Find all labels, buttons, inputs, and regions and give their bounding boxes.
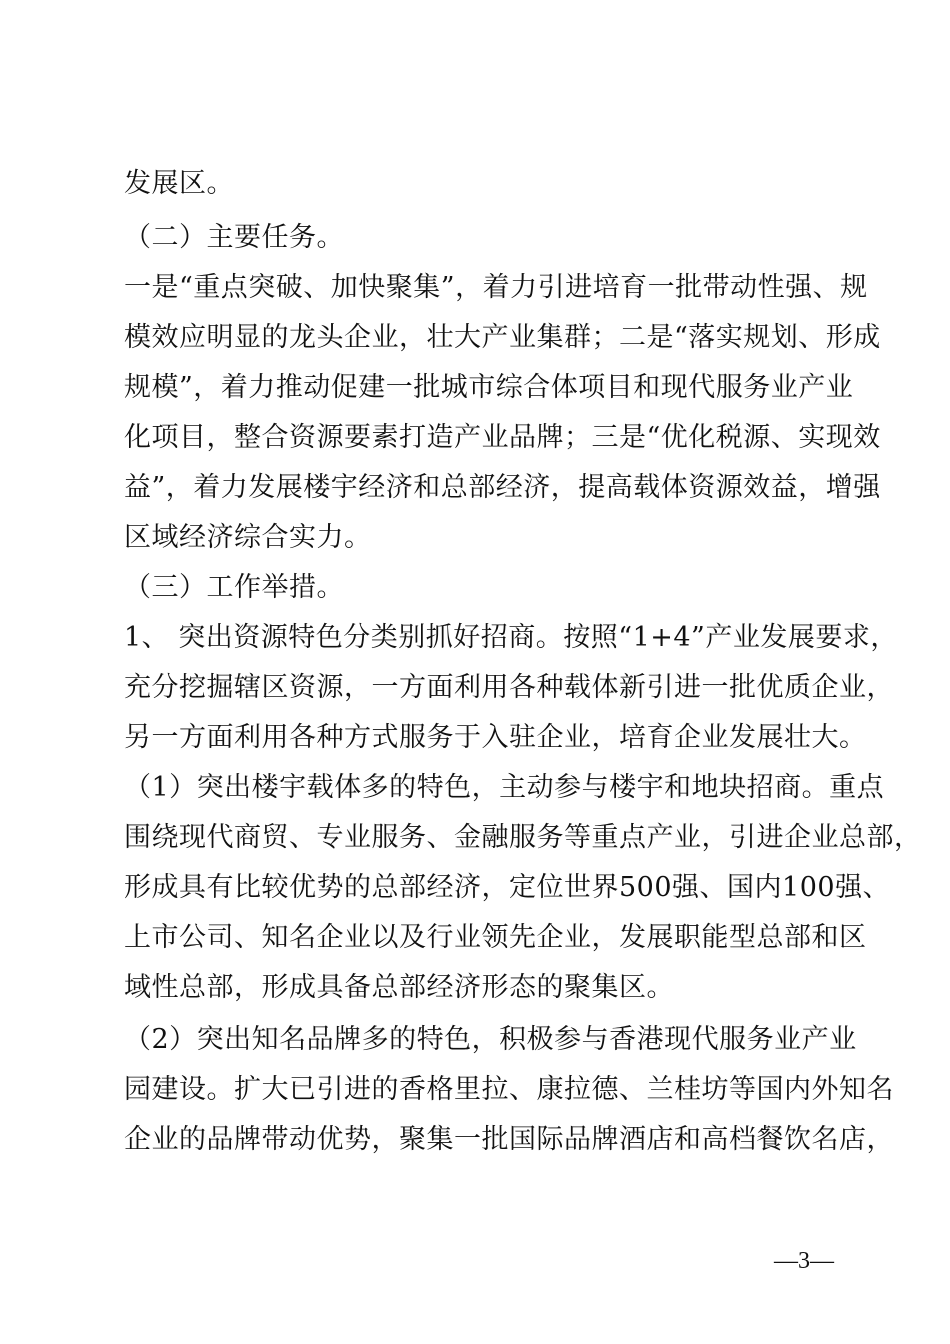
text-line-13: （1）突出楼宇载体多的特色，主动参与楼宇和地块招商。重点 <box>124 772 885 803</box>
text-line-17: 域性总部，形成具备总部经济形态的聚集区。 <box>124 972 674 1003</box>
text-line-10: 1、 突出资源特色分类别抓好招商。按照“1+4”产业发展要求， <box>124 622 898 653</box>
text-line-8: 区域经济综合实力。 <box>124 522 372 553</box>
text-line-19: 园建设。扩大已引进的香格里拉、康拉德、兰桂坊等国内外知名 <box>124 1074 894 1105</box>
text-line-15: 形成具有比较优势的总部经济，定位世界500强、国内100强、 <box>124 872 891 903</box>
text-line-16: 上市公司、知名企业以及行业领先企业，发展职能型总部和区 <box>124 922 867 953</box>
page-number: —3— <box>774 1248 834 1274</box>
section-heading-main-tasks: （二）主要任务。 <box>124 222 344 253</box>
text-line-20: 企业的品牌带动优势，聚集一批国际品牌酒店和高档餐饮名店， <box>124 1124 894 1155</box>
text-line-7: 益”，着力发展楼宇经济和总部经济，提高载体资源效益，增强 <box>124 472 881 503</box>
text-line-11: 充分挖掘辖区资源，一方面利用各种载体新引进一批优质企业， <box>124 672 894 703</box>
text-line-1: 发展区。 <box>124 168 234 199</box>
text-line-5: 规模”，着力推动促建一批城市综合体项目和现代服务业产业 <box>124 372 854 403</box>
section-heading-work-measures: （三）工作举措。 <box>124 572 344 603</box>
text-line-3: 一是“重点突破、加快聚集”，着力引进培育一批带动性强、规 <box>124 272 868 303</box>
text-line-12: 另一方面利用各种方式服务于入驻企业，培育企业发展壮大。 <box>124 722 867 753</box>
text-line-18: （2）突出知名品牌多的特色，积极参与香港现代服务业产业 <box>124 1024 857 1055</box>
text-line-6: 化项目，整合资源要素打造产业品牌；三是“优化税源、实现效 <box>124 422 881 453</box>
text-line-4: 模效应明显的龙头企业，壮大产业集群；二是“落实规划、形成 <box>124 322 881 353</box>
text-line-14: 围绕现代商贸、专业服务、金融服务等重点产业，引进企业总部， <box>124 822 922 853</box>
